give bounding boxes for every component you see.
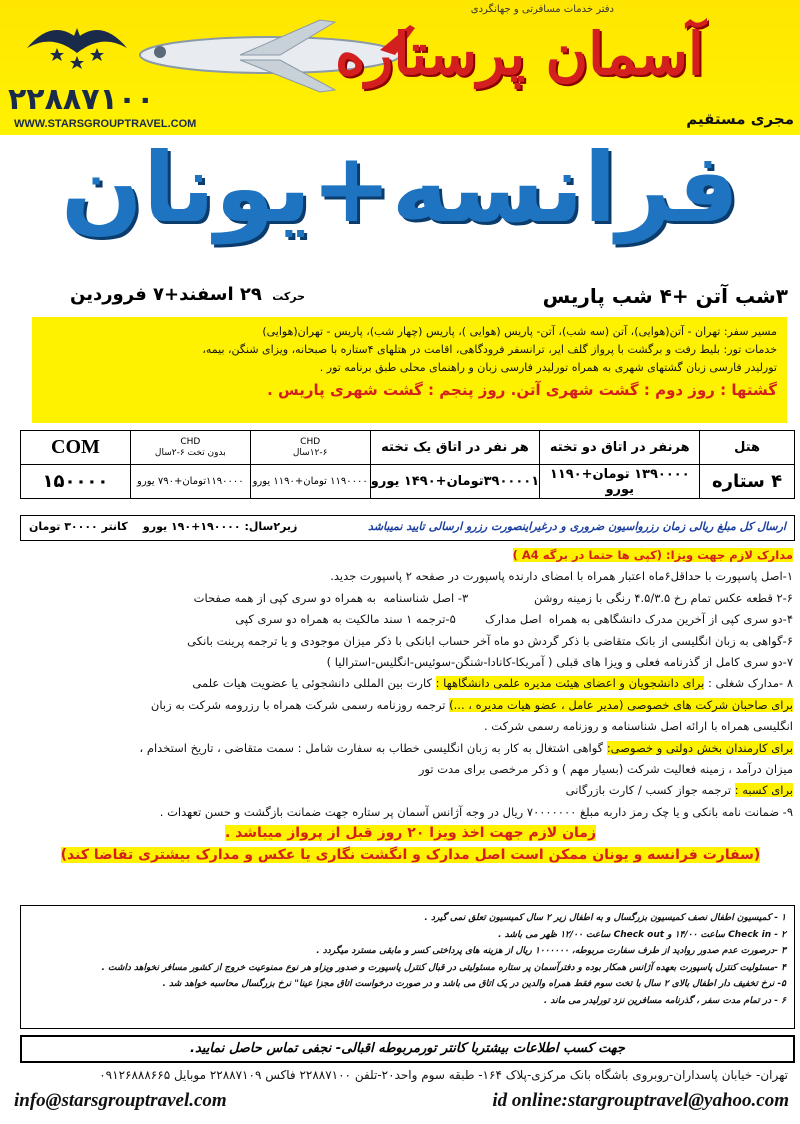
contact-box: جهت کسب اطلاعات بیشتربا کانتر تورمربوطه اقبالی- نجفی تماس حاصل نمایید. <box>20 1035 795 1063</box>
list-item: ۳ -درصورت عدم صدور روادید از طرف سفارت مربوطه، ۱۰۰۰۰۰۰ ریال از هزینه های پرداختی کسر و مابقی مسترد میگردد . <box>316 946 786 956</box>
item8-students-label: برای دانشجویان و اعضای هیئت مدیره علمی دانشگاهها : <box>435 676 705 691</box>
departure-label: حرکت <box>272 290 305 303</box>
excursions-text: گشتها : روز دوم : گشت شهری آتن. روز پنجم : گشت شهری پاریس . <box>267 381 777 399</box>
item8-students-text: کارت بین المللی دانشجوئی یا عضویت هیات علمی <box>192 676 432 691</box>
list-item <box>28 695 793 716</box>
cell-single: ۳۹۰۰۰۰۱تومان+۱۴۹۰ یورو <box>370 465 540 499</box>
company-name: آسمان پرستاره <box>334 20 704 88</box>
price-table-header <box>21 431 795 465</box>
cell-chd-with: ۱۱۹۰۰۰۰ تومان+۱۱۹۰ یورو <box>250 465 370 499</box>
counter-price: کانتر ۳۰۰۰۰ تومان <box>29 520 128 533</box>
cell-double: ۱۳۹۰۰۰۰ تومان+۱۱۹۰ یورو <box>540 465 700 499</box>
list-item: ۲ - Check in ساعت ۱۴/۰۰ و Check out ساعت ۱۲/۰۰ ظهر می باشد . <box>498 929 786 940</box>
embassy-note <box>28 845 793 866</box>
payment-note-row <box>20 515 795 541</box>
item8-merchants-label: برای کسبه : <box>734 783 793 798</box>
cell-chd-without: ۱۱۹۰۰۰۰تومان+۷۹۰ یورو <box>130 465 250 499</box>
header-chd-with <box>250 431 370 465</box>
list-item: انگلیسی همراه با ارائه اصل شناسنامه و روزنامه رسمی شرکت . <box>483 719 793 734</box>
visa-documents <box>28 545 793 866</box>
footnotes-box <box>20 905 795 1029</box>
list-item: میزان درآمد ، زمینه فعالیت شرکت (بسیار مهم ) و ذکر مرخصی برای مدت تور <box>418 762 793 777</box>
infant-counter-note <box>29 520 297 533</box>
cell-hotel: ۴ ستاره <box>700 465 795 499</box>
list-item <box>28 738 793 759</box>
header-chd-with-label: CHD <box>300 436 321 447</box>
company-subtitle: دفتر خدمات مسافرتی و جهانگردی <box>470 4 614 15</box>
item8-employees-label: برای کارمندان بخش دولتی و خصوصی: <box>606 740 793 755</box>
item8-employees-text: گواهی اشتغال به کار به زبان انگلیسی خطاب به سفارت شامل : سمت متقاضی ، تاریخ استخدام ، <box>139 740 604 755</box>
price-table <box>20 430 795 499</box>
list-item <box>28 673 793 694</box>
direct-operator-label: مجری مستقیم <box>686 110 794 128</box>
list-item: ۲-۶ قطعه عکس تمام رخ ۴.۵/۳.۵ رنگی با زمینه روشن ۳- اصل شناسنامه به همراه دو سری کپی از همه صفحات <box>193 590 793 605</box>
item8-owners-text: ترجمه روزنامه رسمی شرکت همراه با رزرومه شرکت به زبان <box>150 697 446 712</box>
cell-com: ۱۵۰۰۰۰ <box>21 465 131 499</box>
docs-title <box>28 545 793 566</box>
list-item: ۷-دو سری کامل از گذرنامه فعلی و ویزا های قبلی ( آمریکا-کانادا-شنگن-سوئیس-انگلیس-استرالیا ) <box>326 655 793 670</box>
website-url[interactable]: WWW.STARSGROUPTRAVEL.COM <box>14 118 197 130</box>
services-text-2: تورلیدر فارسی زبان گشتهای شهری به همراه تورلیدر فارسی زبان و راهنمای محلی طبق برنامه تور . <box>319 361 777 374</box>
header-chd-without-sub: بدون تخت ۶-۲سال <box>154 447 226 458</box>
nights-summary: ۳شب آتن +۴ شب پاریس <box>542 284 788 308</box>
address-text: تهران- خیابان پاسداران-روبروی باشگاه بانک مرکزی-پلاک ۱۶۴- طبقه سوم واحد۲۰-تلفن ۲۲۸۸۷۱۰۰ فاکس ۲۲۸۸۷۱۰۹ موبایل ۰۹۱۲۶۸۸۸۶۶۵ <box>99 1068 788 1082</box>
header-hotel: هتل <box>700 431 795 465</box>
infant-price: زیر۲سال: ۱۹۰۰۰۰+۱۹۰ یورو <box>142 520 298 533</box>
header-chd-without-label: CHD <box>180 436 201 447</box>
list-item: ۶-گواهی به زبان انگلیسی از بانک متقاضی با ذکر گردش دو ماه آخر حساب ابانکی با ذکر میزان موجودی و یا ترجمه پرینت بانکی <box>187 633 793 648</box>
phone-number: ۲۲۸۸۷۱۰۰ <box>8 82 155 117</box>
visa-deadline-text: زمان لازم جهت اخذ ویزا ۲۰ روز قبل از پرواز میباشد . <box>224 825 597 842</box>
tour-info-box <box>32 317 787 423</box>
item8-owners-label: برای صاحبان شرکت های خصوصی (مدیر عامل ، عضو هیات مدیره ، ...) <box>449 697 793 712</box>
docs-title-text: مدارک لازم جهت ویزا: (کپی ها حتما در برگه A4 ) <box>512 548 793 562</box>
route-text: مسیر سفر: تهران - آتن(هوایی)، آتن (سه شب)، آتن- پاریس (هوایی )، پاریس (چهار شب)، پاریس - تهران(هوایی) <box>262 325 777 338</box>
header-chd-with-sub: ۱۲-۶سال <box>292 447 328 458</box>
list-item <box>28 780 793 801</box>
list-item: ۴ -مسئولیت کنترل پاسپورت بعهده آژانس همکار بوده و دفترآسمان پر ستاره مسئولیتی در قبال کنترل پاسپورت و صدور ویزاو هر نوع ممنوعیت خروج از کشور مسافر نخواهد داشت . <box>101 962 786 973</box>
header-double: هرنفر در اتاق دو تخته <box>540 431 700 465</box>
departure-dates: ۲۹ اسفند+۷ فروردین <box>70 284 262 305</box>
table-row <box>21 465 795 499</box>
list-item: ۹- ضمانت نامه بانکی و یا چک رمز داربه مبلغ ۷۰۰۰۰۰۰۰ ریال در وجه آژانس آسمان پر ستاره جهت ضمانت بازگشت و حسن تعهدات . <box>159 804 793 819</box>
header-banner <box>0 0 800 135</box>
list-item: ۴-دو سری کپی از آخرین مدرک دانشگاهی به همراه اصل مدارک ۵-ترجمه ۱ سند مالکیت به همراه دو سری کپی <box>235 612 793 627</box>
stars-logo-icon <box>22 8 132 78</box>
deposit-note: ارسال کل مبلغ ریالی زمان رزرواسیون ضروری و درغیراینصورت رزرو ارسالی تایید نمیباشد <box>368 520 786 533</box>
header-single: هر نفر در اتاق یک تخته <box>370 431 540 465</box>
email-link[interactable]: info@starsgrouptravel.com <box>14 1090 227 1111</box>
services-text: خدمات تور: بلیط رفت و برگشت با پرواز گلف ایر، ترانسفر فرودگاهی، اقامت در هتلهای ۴ستاره با صبحانه، ویزای شنگن، بیمه، <box>202 343 777 356</box>
list-item: ۶ - در تمام مدت سفر ، گذرنامه مسافرین نزد تورلیدر می ماند . <box>543 995 786 1006</box>
item8-merchants-text: ترجمه جواز کسب / کارت بازرگانی <box>565 783 732 798</box>
destination-title: فرانسه+یونان <box>60 132 740 244</box>
departure-info <box>70 284 305 305</box>
list-item: ۱ - کمیسیون اطفال نصف کمیسیون بزرگسال و به اطفال زیر ۲ سال کمیسیون تعلق نمی گیرد . <box>424 913 786 923</box>
list-item: ۱-اصل پاسپورت با حداقل۶ماه اعتبار همراه با امضای دارنده پاسپورت در صفحه ۲ پاسپورت جدید. <box>330 569 793 584</box>
header-chd-without <box>130 431 250 465</box>
id-online-link[interactable]: id online:stargrouptravel@yahoo.com <box>492 1090 789 1111</box>
embassy-note-text: (سفارت فرانسه و یونان ممکن است اصل مدارک و انگشت نگاری یا عکس و مدارک بیشتری تقاضا کند) <box>60 846 761 863</box>
visa-deadline <box>28 823 793 844</box>
item8-prefix: ۸ -مدارک شغلی : <box>708 676 793 691</box>
list-item: ۵- نرخ تخفیف دار اطفال بالای ۲ سال با تخت سوم فقط همراه والدین در یک اتاق می باشد و در صورت درخواست اتاق مجزا عینا" نرخ بزرگسال محاسبه خواهد شد . <box>162 979 786 989</box>
header-com: COM <box>21 431 131 465</box>
